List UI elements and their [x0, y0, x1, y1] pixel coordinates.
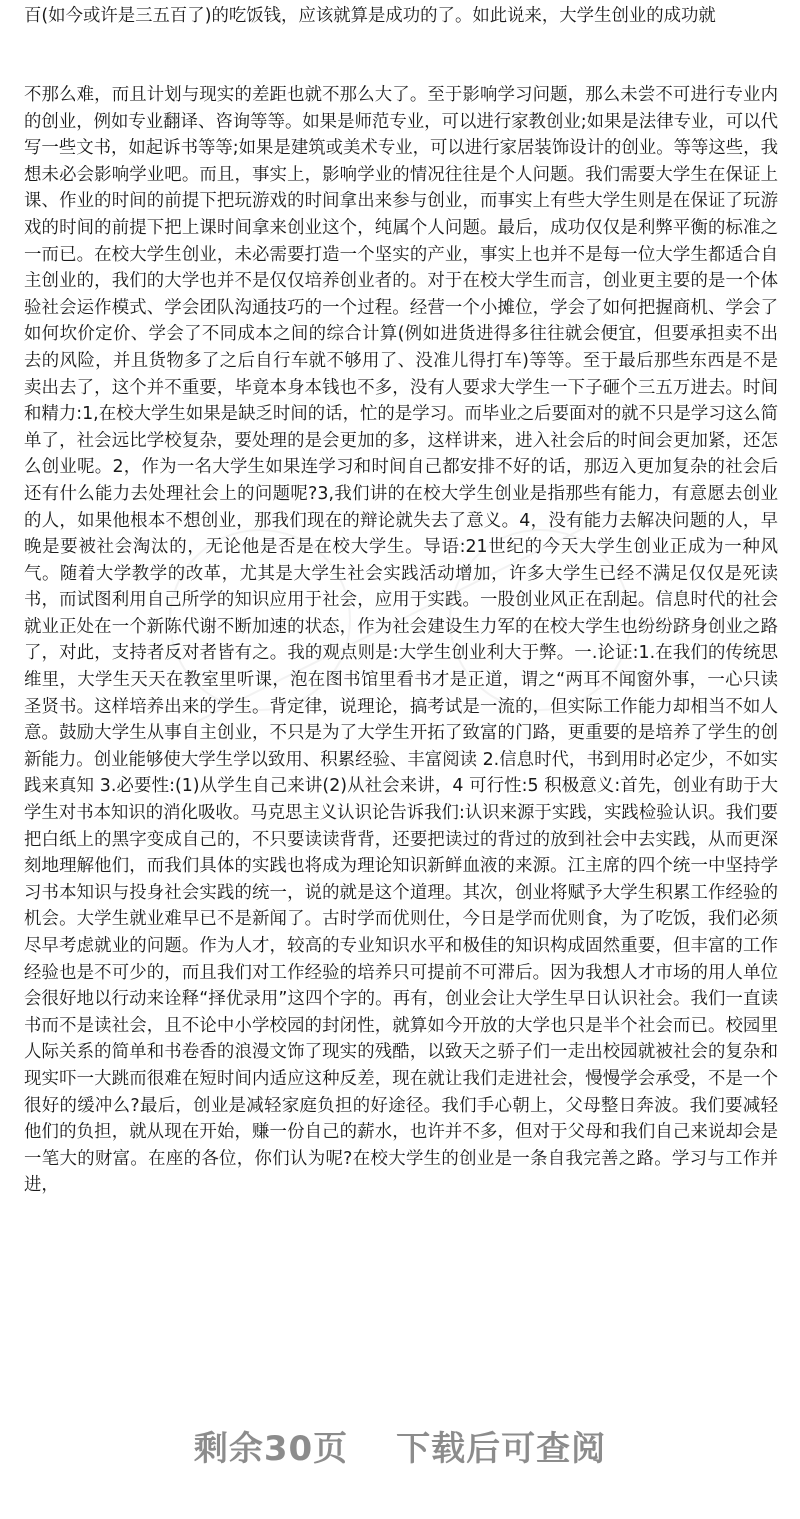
page-first-line: 百(如今或许是三五百了)的吃饭钱，应该就算是成功的了。如此说来，大学生创业的成功就: [24, 6, 716, 26]
download-prompt[interactable]: [0, 1410, 800, 1480]
download-to-view-label[interactable]: 下载后可查阅: [396, 1428, 607, 1469]
remaining-pages-label[interactable]: 剩余30页: [193, 1428, 349, 1469]
document-body-paragraph: 不那么难，而且计划与现实的差距也就不那么大了。至于影响学习问题，那么未尝不可进行专业内的创业，例如专业翻译、咨询等等。如果是师范专业，可以进行家教创业;如果是法律专业，可以代写一些文书，如起诉书等等;如果是建筑或美术专业，可以进行家居装饰设计的创业。等等这些，我想未必会影响学业吧。而且，事实上，影响学业的情况往往是个人问题。我们需要大学生在保证上课、作业的时间的前提下把玩游戏的时间拿出来参与创业，而事实上有些大学生则是在保证了玩游戏的时间的前提下把上课时间拿来创业这个，纯属个人问题。最后，成功仅仅是利弊平衡的标准之一而已。在校大学生创业，未必需要打造一个坚实的产业，事实上也并不是每一位大学生都适合自主创业的，我们的大学也并不是仅仅培养创业者的。对于在校大学生而言，创业更主要的是一个体验社会运作模式、学会团队沟通技巧的一个过程。经营一个小摊位，学会了如何把握商机、学会了如何坎价定价、学会了不同成本之间的综合计算(例如进货进得多往往就会便宜，但要承担卖不出去的风险，并且货物多了之后自行车就不够用了、没准儿得打车)等等。至于最后那些东西是不是卖出去了，这个并不重要，毕竟本身本钱也不多，没有人要求大学生一下子砸个三五万进去。时间和精力:1,在校大学生如果是缺乏时间的话，忙的是学习。而毕业之后要面对的就不只是学习这么简单了，社会远比学校复杂，要处理的是会更加的多，这样讲来，进入社会后的时间会更加紧，还怎么创业呢。2，作为一名大学生如果连学习和时间自己都安排不好的话，那迈入更加复杂的社会后还有什么能力去处理社会上的问题呢?3,我们讲的在校大学生创业是指那些有能力，有意愿去创业的人，如果他根本不想创业，那我们现在的辩论就失去了意义。4，没有能力去解决问题的人，早晚是要被社会淘汰的，无论他是否是在校大学生。导语:21世纪的今天大学生创业正成为一种风气。随着大学教学的改革，尤其是大学生社会实践活动增加，许多大学生已经不满足仅仅是死读书，而试图利用自己所学的知识应用于社会，应用于实践。一股创业风正在刮起。信息时代的社会就业正处在一个新陈代谢不断加速的状态，作为社会建设生力军的在校大学生也纷纷跻身创业之路了，对此，支持者反对者皆有之。我的观点则是:大学生创业利大于弊。一.论证:1.在我们的传统思维里，大学生天天在教室里听课，泡在图书馆里看书才是正道，谓之“两耳不闻窗外事，一心只读圣贤书。这样培养出来的学生。背定律，说理论，搞考试是一流的，但实际工作能力却相当不如人意。鼓励大学生从事自主创业，不只是为了大学生开拓了致富的门路，更重要的是培养了学生的创新能力。创业能够使大学生学以致用、积累经验、丰富阅读 2.信息时代，书到用时必定少，不如实践来真知 3.必要性:(1)从学生自己来讲(2)从社会来讲，4 可行性:5 积极意义:首先，创业有助于大学生对书本知识的消化吸收。马克思主义认识论告诉我们:认识来源于实践，实践检验认识。我们要把白纸上的黑字变成自己的，不只要读读背背，还要把读过的背过的放到社会中去实践，从而更深刻地理解他们，而我们具体的实践也将成为理论知识新鲜血液的来源。江主席的四个统一中坚持学习书本知识与投身社会实践的统一，说的就是这个道理。其次，创业将赋予大学生积累工作经验的机会。大学生就业难早已不是新闻了。古时学而优则仕，今日是学而优则食，为了吃饭，我们必须尽早考虑就业的问题。作为人才，较高的专业知识水平和极佳的知识构成固然重要，但丰富的工作经验也是不可少的，而且我们对工作经验的培养只可提前不可滞后。因为我想人才市场的用人单位会很好地以行动来诠释“择优录用”这四个字的。再有，创业会让大学生早日认识社会。我们一直读书而不是读社会，且不论中小学校园的封闭性，就算如今开放的大学也只是半个社会而已。校园里人际关系的简单和书卷香的浪漫文饰了现实的残酷，以致天之骄子们一走出校园就被社会的复杂和现实吓一大跳而很难在短时间内适应这种反差，现在就让我们走进社会，慢慢学会承受，不是一个很好的缓冲么?最后，创业是减轻家庭负担的好途径。我们手心朝上，父母整日奔波。我们要减轻他们的负担，就从现在开始，赚一份自己的薪水，也许并不多，但对于父母和我们自己来说却会是一笔大的财富。在座的各位，你们认为呢?在校大学生的创业是一条自我完善之路。学习与工作并进，: [24, 85, 778, 1196]
